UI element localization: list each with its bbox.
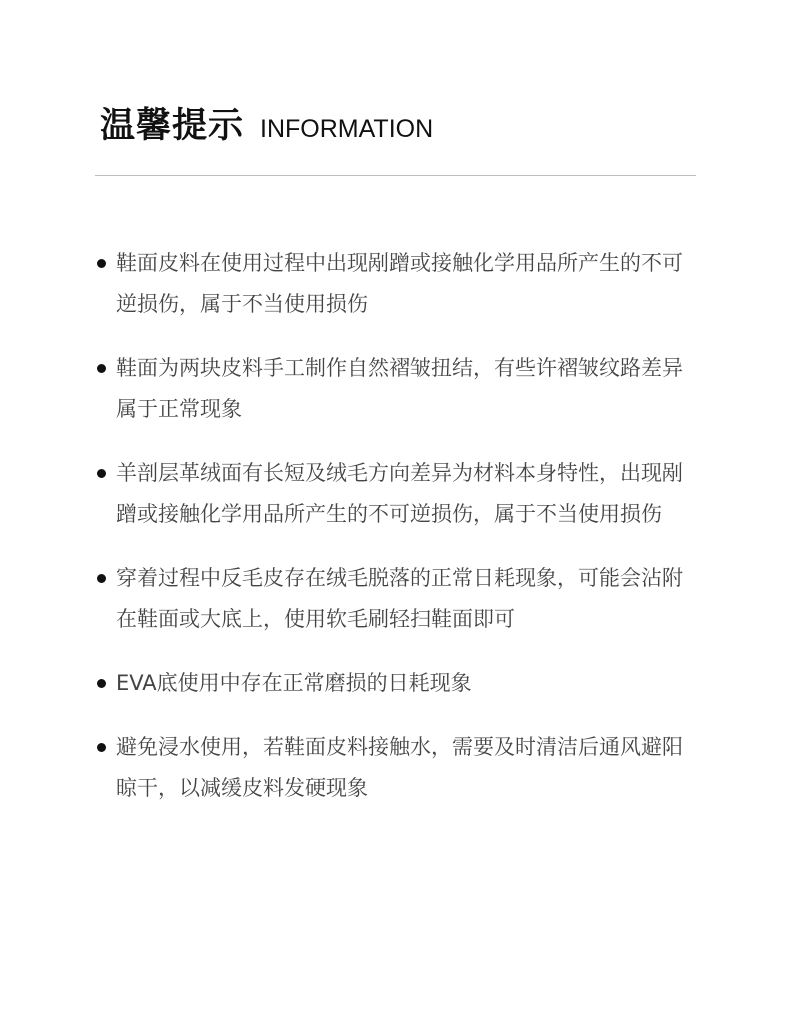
note-text: 穿着过程中反毛皮存在绒毛脱落的正常日耗现象，可能会沾附在鞋面或大底上，使用软毛刷轻扫鞋面即可 xyxy=(116,566,683,631)
note-text: 鞋面为两块皮料手工制作自然褶皱扭结，有些许褶皱纹路差异属于正常现象 xyxy=(116,356,683,421)
bullet-icon xyxy=(97,259,106,268)
header xyxy=(100,98,433,148)
list-item xyxy=(95,348,695,430)
header-divider xyxy=(95,175,696,176)
list-item xyxy=(95,727,695,809)
note-text: EVA底使用中存在正常磨损的日耗现象 xyxy=(116,671,472,695)
bullet-icon xyxy=(97,574,106,583)
notes-list xyxy=(95,243,695,832)
list-item xyxy=(95,243,695,325)
note-text: 鞋面皮料在使用过程中出现剐蹭或接触化学用品所产生的不可逆损伤，属于不当使用损伤 xyxy=(116,251,683,316)
note-text: 羊剖层革绒面有长短及绒毛方向差异为材料本身特性，出现剐蹭或接触化学用品所产生的不可逆损伤，属于不当使用损伤 xyxy=(116,461,683,526)
note-text: 避免浸水使用，若鞋面皮料接触水，需要及时清洁后通风避阳晾干，以减缓皮料发硬现象 xyxy=(116,735,683,800)
bullet-icon xyxy=(97,743,106,752)
bullet-icon xyxy=(97,364,106,373)
list-item xyxy=(95,453,695,535)
bullet-icon xyxy=(97,469,106,478)
page-subtitle: INFORMATION xyxy=(260,115,434,143)
bullet-icon xyxy=(97,679,106,688)
list-item xyxy=(95,558,695,640)
page-title: 温馨提示 xyxy=(100,106,245,146)
list-item xyxy=(95,663,695,704)
